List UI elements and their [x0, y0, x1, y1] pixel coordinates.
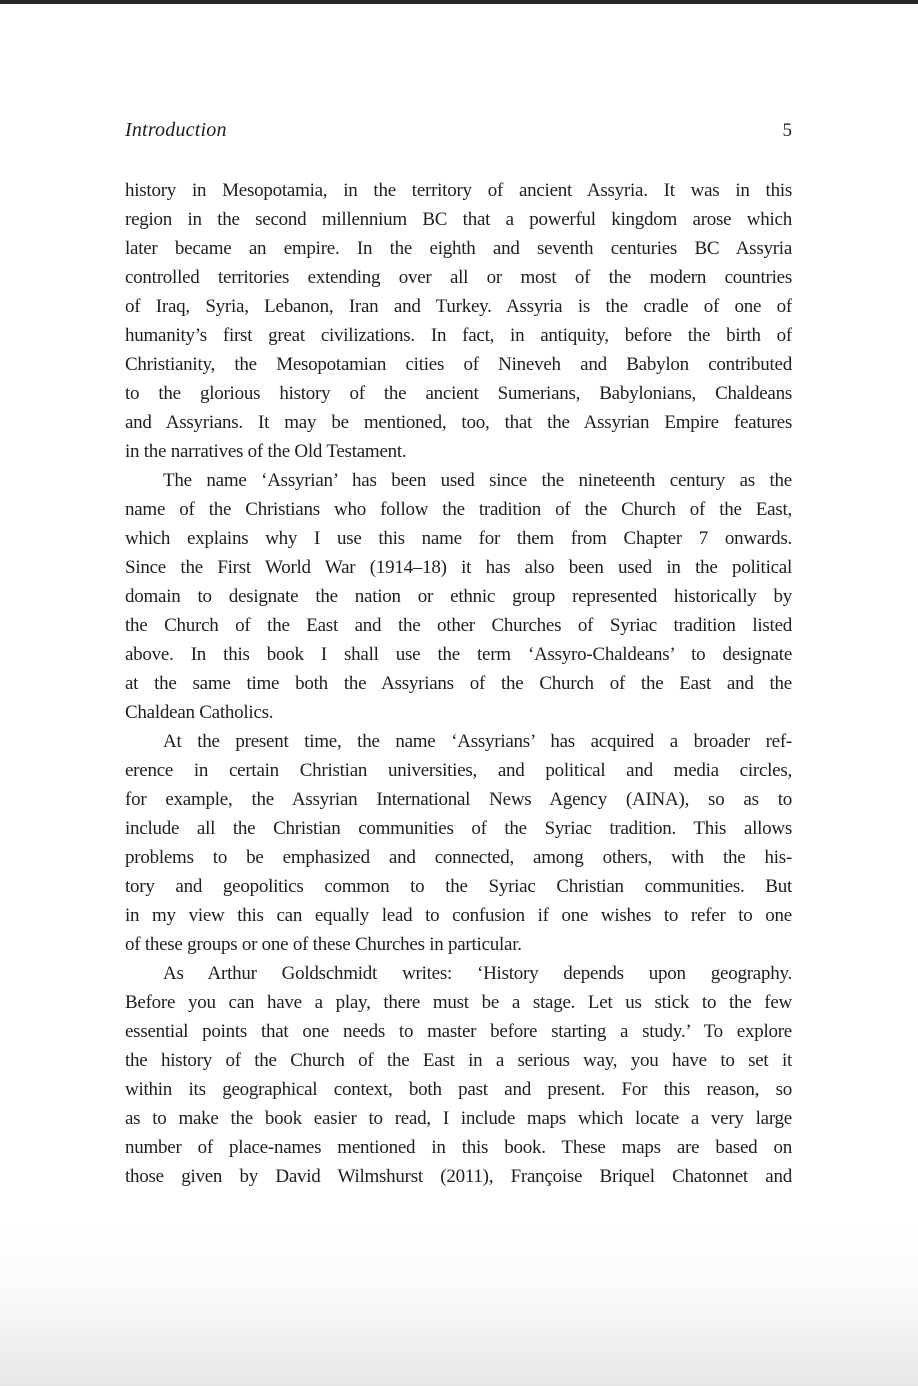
text-line: region in the second millennium BC that a powerful kingdom arose which [125, 209, 792, 230]
text-line: above. In this book I shall use the term ‘Assyro-Chaldeans’ to designate [125, 644, 792, 665]
text-line: those given by David Wilmshurst (2011), Françoise Briquel Chatonnet and [125, 1166, 792, 1187]
text-line: the history of the Church of the East in a serious way, you have to set it [125, 1050, 792, 1071]
text-line: at the same time both the Assyrians of the Church of the East and the [125, 673, 792, 694]
text-line: problems to be emphasized and connected, among others, with the his- [125, 847, 792, 868]
text-line: domain to designate the nation or ethnic group represented historically by [125, 586, 792, 607]
text-line: within its geographical context, both past and present. For this reason, so [125, 1079, 792, 1100]
text-line: Since the First World War (1914–18) it has also been used in the political [125, 557, 792, 578]
page-number: 5 [782, 120, 792, 141]
running-title: Introduction [125, 119, 227, 141]
text-line: of these groups or one of these Churches in particular. [125, 934, 522, 955]
text-line: erence in certain Christian universities, and political and media circles, [125, 760, 792, 781]
text-line: history in Mesopotamia, in the territory of ancient Assyria. It was in this [125, 180, 792, 201]
text-line: tory and geopolitics common to the Syriac Christian communities. But [125, 876, 792, 897]
text-line: humanity’s first great civilizations. In fact, in antiquity, before the birth of [125, 325, 792, 346]
text-line: Before you can have a play, there must be a stage. Let us stick to the few [125, 992, 792, 1013]
text-line: in the narratives of the Old Testament. [125, 441, 407, 462]
text-line: name of the Christians who follow the tradition of the Church of the East, [125, 499, 792, 520]
page-body [125, 176, 792, 1191]
text-line: number of place-names mentioned in this book. These maps are based on [125, 1137, 792, 1158]
text-line: for example, the Assyrian International News Agency (AINA), so as to [125, 789, 792, 810]
text-line: as to make the book easier to read, I include maps which locate a very large [125, 1108, 792, 1129]
text-line: As Arthur Goldschmidt writes: ‘History depends upon geography. [163, 963, 792, 984]
top-edge-bar [0, 0, 918, 4]
text-line: to the glorious history of the ancient Sumerians, Babylonians, Chaldeans [125, 383, 792, 404]
text-line: essential points that one needs to master before starting a study.’ To explore [125, 1021, 792, 1042]
text-line: in my view this can equally lead to confusion if one wishes to refer to one [125, 905, 792, 926]
text-line: and Assyrians. It may be mentioned, too, that the Assyrian Empire features [125, 412, 792, 433]
paragraph [125, 959, 792, 1191]
paragraph [125, 176, 792, 466]
text-line: controlled territories extending over all or most of the modern countries [125, 267, 792, 288]
bottom-page-fade [0, 1216, 918, 1386]
text-line: include all the Christian communities of the Syriac tradition. This allows [125, 818, 792, 839]
text-line: the Church of the East and the other Churches of Syriac tradition listed [125, 615, 792, 636]
running-head [125, 119, 792, 142]
text-line: of Iraq, Syria, Lebanon, Iran and Turkey. Assyria is the cradle of one of [125, 296, 792, 317]
paragraph [125, 466, 792, 727]
text-line: The name ‘Assyrian’ has been used since the nineteenth century as the [163, 470, 792, 491]
text-line: later became an empire. In the eighth and seventh centuries BC Assyria [125, 238, 792, 259]
paragraph [125, 727, 792, 959]
text-line: which explains why I use this name for them from Chapter 7 onwards. [125, 528, 792, 549]
text-line: At the present time, the name ‘Assyrians’ has acquired a broader ref- [163, 731, 792, 752]
text-line: Christianity, the Mesopotamian cities of Nineveh and Babylon contributed [125, 354, 792, 375]
text-line: Chaldean Catholics. [125, 702, 274, 723]
